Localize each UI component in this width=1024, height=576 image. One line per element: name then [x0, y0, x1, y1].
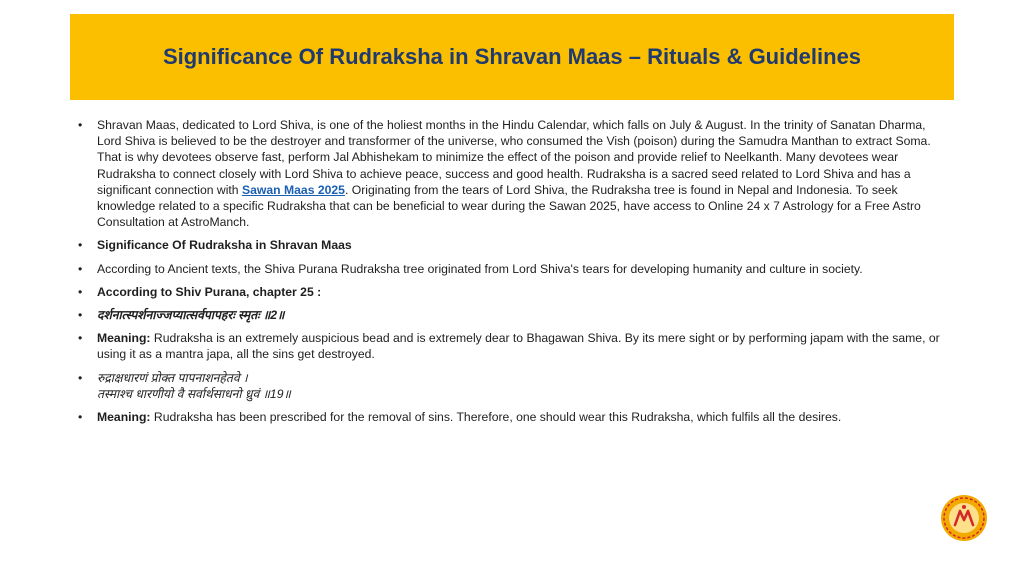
bullet: • — [78, 331, 83, 346]
list-item — [78, 307, 948, 323]
meaning-label: Meaning: — [97, 331, 151, 346]
list-item — [78, 409, 948, 425]
bullet: • — [78, 238, 83, 253]
meaning-text: Rudraksha is an extremely auspicious bead and is extremely dear to Bhagawan Shiva. By its mere sight or by performing japam with the same, or using it as a mantra japa, all the sins get destroyed. — [97, 331, 940, 362]
origin-paragraph: According to Ancient texts, the Shiva Purana Rudraksha tree originated from Lord Shiva's tears for developing humanity and culture in society. — [97, 261, 863, 276]
shloka-line: रुद्राक्षधारणं प्रोक्त पापनाशनहेतवे । — [97, 370, 248, 385]
meaning-paragraph — [97, 409, 948, 425]
section-heading — [97, 284, 948, 300]
bullet: • — [78, 118, 83, 132]
list-item — [78, 237, 948, 253]
list-item — [78, 370, 948, 402]
sawan-maas-link[interactable]: Sawan Maas 2025 — [241, 182, 345, 197]
intro-text-continued: . Originating from the tears of Lord Shiva, the Rudraksha tree is found in Nepal and Indonesia. To seek knowledge related to a specific Rudraksha that can be beneficial to wear during the Sawan 2025, have access to Online 24 x 7 Astrology for a Free Astro Consultation at AstroManch. — [97, 182, 921, 230]
astromanch-logo-icon — [940, 494, 988, 542]
heading-text: Significance Of Rudraksha in Shravan Maas — [97, 238, 352, 253]
content-list — [78, 117, 948, 432]
meaning-text: Rudraksha has been prescribed for the removal of sins. Therefore, one should wear this Rudraksha, which fulfils all the desires. — [150, 410, 842, 425]
list-item — [78, 330, 948, 362]
shloka-text — [97, 370, 948, 402]
bullet: • — [78, 261, 83, 276]
intro-text: Shravan Maas, dedicated to Lord Shiva, is one of the holiest months in the Hindu Calendar, which falls on July & August. In the trinity of Sanatan Dharma, Lord Shiva is believed to be the destroyer and transformer of the universe, who consumed the Vish (poison) during the Samudra Manthan to extract Soma. That is why devotees observe fast, perform Jal Abhishekam to minimize the effect of the poison and provide relief to Neelkanth. Many devotees wear Rudraksha to connect closely with Lord Shiva to achieve peace, success and good health. Rudraksha is a sacred seed related to Lord Shiva and has a significant connection with — [97, 118, 931, 197]
bullet: • — [78, 284, 83, 299]
shloka-line: तस्माश्च धारणीयो वै सर्वार्थसाधनो ध्रुवं ॥19॥ — [97, 386, 291, 401]
list-item — [78, 261, 948, 277]
section-heading — [97, 237, 948, 253]
bullet: • — [78, 410, 83, 425]
title-banner — [70, 14, 954, 100]
bullet: • — [78, 370, 83, 385]
page-title: Significance Of Rudraksha in Shravan Maas – Rituals & Guidelines — [162, 44, 862, 69]
heading-text: According to Shiv Purana, chapter 25 : — [97, 284, 322, 299]
meaning-paragraph — [97, 330, 948, 362]
bullet: • — [78, 308, 83, 323]
meaning-label: Meaning: — [97, 410, 151, 425]
list-item — [78, 117, 948, 230]
intro-paragraph — [97, 117, 948, 230]
shloka-text — [97, 307, 948, 323]
shloka-line: दर्शनात्स्पर्शनाज्जप्यात्सर्वपापहरः स्मृतः ॥2॥ — [97, 308, 285, 323]
list-item — [78, 284, 948, 300]
